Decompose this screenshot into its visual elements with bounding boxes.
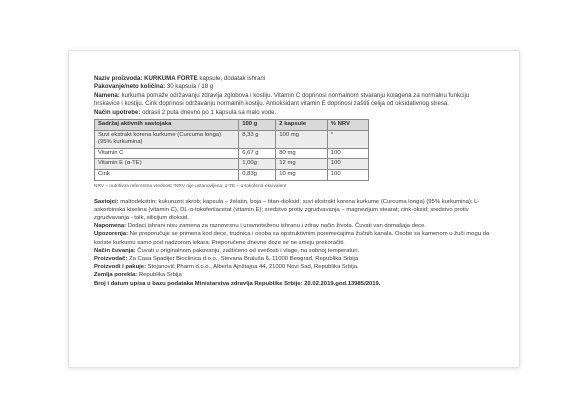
storage-line: Način čuvanja: Čuvati u originalnom pakovanju, zaštićeno od svetlosti i vlage, na sobnoj temperaturi. [94,247,360,254]
table-footnote: NRV – nutritivna referentna vrednost *NRV nije ustanovljena; α-TE – α-tokoferol-ekvivalent [94,183,287,189]
origin-line: Zemlja porekla: Republika Srbija [94,272,182,279]
table-row [95,159,369,170]
register-line: Broj i datum upisa u bazu podataka Ministarstva zdravlja Republike Srbije: 20.02.2019.god.13985/2019. [94,280,381,287]
producer-line: Proizvodi i pakuje: Stojanović Pharm d.o.o., Alberta Ajnštajna 44, 21000 Novi Sad, Republika Srbija. [94,264,359,271]
table-cell: 8,33 g [239,130,276,148]
table-header-row [95,120,369,131]
package-line: Pakovanje/neto količina: 30 kapsula / 18 g [94,83,214,91]
table-header: 2 kapsule [276,120,328,131]
table-row [95,170,369,181]
table-header: Sadržaj aktivnih sastojaka [95,120,239,131]
table-cell: 100 [327,170,368,181]
table-cell: Suvi ekstrakt korena kurkume (Curcuma longa) (95% kurkumina) [95,130,239,148]
purpose-line: Namena: kurkuma pomaže održavanju zdravlja zglobova i kostiju. Vitamin C doprinosi normalnom stvaranju kolagena za normalnu funkciju hrskavice i kostiju. Cink doprinosi održavanju normalnih kostiju. Antioksidant vitamin E doprinosi zaštiti ćelija od oksidativnog stresa. [94,91,470,108]
table-cell: Cink [95,170,239,181]
table-cell: 100 mg [276,130,328,148]
details-section [94,198,494,288]
usage-line: Način upotrebe: odrasli 2 puta dnevno po 1 kapsula sa malo vode. [94,108,277,116]
table-cell: 100 [327,148,368,159]
label-text [94,75,494,288]
table-cell: 0,83g [239,170,276,181]
table-cell: Vitamin E (α-TE) [95,159,239,170]
table-cell: 6,67 g [239,148,276,159]
table-cell: 10 mg [276,170,328,181]
table-cell: 1,00g [239,159,276,170]
table-cell: 80 mg [276,148,328,159]
table-cell: * [327,130,368,148]
importer-line: Proizvodač: Za Casa Spadijer Bioclinica d.o.o., Stevana Braluša 6, 11000 Beograd, Republika Srbija [94,256,359,263]
table-header: % NRV [327,120,368,131]
product-name-line: Naziv proizvoda: KURKUMA FORTE kapsule, dodatak ishrani [94,75,266,82]
warning-line: Upozorenja: Ne preporučuje se primena kod dece, trudnica i osoba sa opstruktivnim poremećajima žučnih kanala. Osobe sa kamenom u žuči mogu da koriste kurkumu samo pod nadzorom lekara. Preporučene dnevne doze se ne smeju prekoračiti. [94,231,490,246]
table-row [95,148,369,159]
ingredients-line: Sastojci: maltodekstrin; kukuruzni skrob; kapsula – želatin, boja – titan-dioksid; suvi ekstrakt korena kurkume (Curcuma longa) (95% kurkumina); L-askorbinska kiselina (vitamin C), DL-α-tokoferilacetat (vitamin E); sredstvo protiv zgrudvavanja – magnezijum stearat; cink-oksid; sredstvo protiv zgrudvavanja - talk, silicijum dioksid. [94,198,480,221]
table-cell: Vitamin C [95,148,239,159]
product-name: KURKUMA FORTE [144,75,198,82]
table-cell: 100 [327,159,368,170]
note-line: Napomena: Dodaci ishrani nisu zamena za raznovrsnu i uravnoteženu ishranu i zdrav način života. Čuvati van domašaja dece. [94,223,427,230]
ingredients-table [94,119,369,181]
table-cell: 12 mg [276,159,328,170]
table-header: 100 g [239,120,276,131]
table-row [95,130,369,148]
